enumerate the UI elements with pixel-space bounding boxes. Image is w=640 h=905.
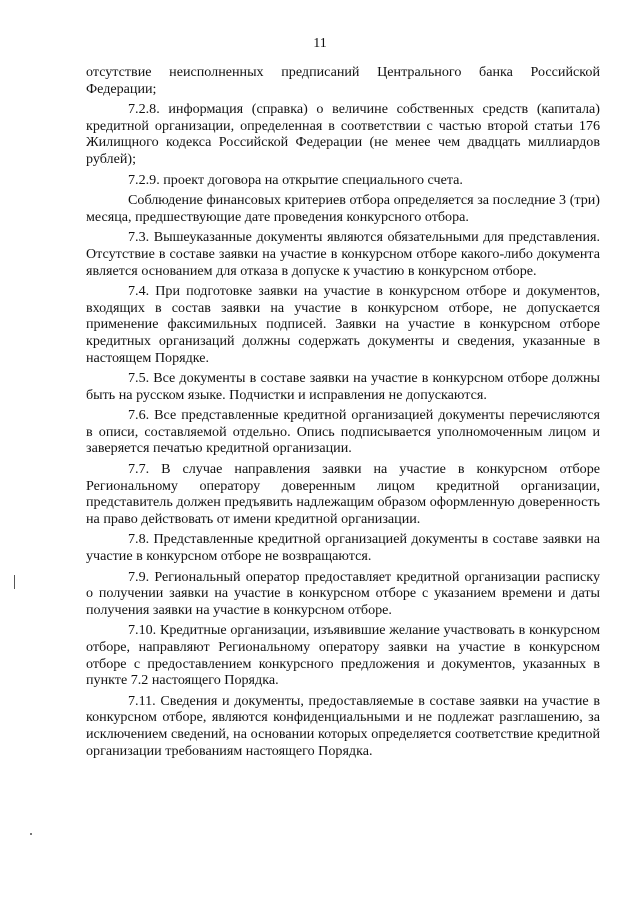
paragraph-7-9: 7.9. Региональный оператор предоставляет кредитной организации расписку о получении заявки на участие в конкурсном отборе с указанием времени и даты получения заявки на участие в конкурсном отборе. — [86, 568, 600, 618]
paragraph-7-11: 7.11. Сведения и документы, предоставляемые в составе заявки на участие в конкурсном отборе, являются конфиденциальными и не подлежат разглашению, за исключением сведений, на основании которых определяется соответствие кредитной организации требованиям настоящего Порядка. — [86, 692, 600, 759]
page-number: 11 — [313, 36, 327, 51]
paragraph-7-3: 7.3. Вышеуказанные документы являются обязательными для представления. Отсутствие в составе заявки на участие в конкурсном отборе какого-либо документа является основанием для отказа в допуске к участию в конкурсном отборе. — [86, 229, 600, 279]
paragraph-7-2-7-continuation: отсутствие неисполненных предписаний Центрального банка Российской Федерации; — [86, 64, 600, 97]
scan-margin-mark — [14, 575, 15, 589]
scan-speck — [30, 833, 32, 835]
paragraph-financial-criteria: Соблюдение финансовых критериев отбора определяется за последние 3 (три) месяца, предшествующие дате проведения конкурсного отбора. — [86, 192, 600, 225]
paragraph-7-2-9: 7.2.9. проект договора на открытие специального счета. — [128, 171, 463, 188]
paragraph-7-7: 7.7. В случае направления заявки на участие в конкурсном отборе Региональному оператору доверенным лицом кредитной организации, представитель должен предъявить надлежащим образом оформленную доверенность на право действовать от имени кредитной организации. — [86, 461, 600, 527]
document-body — [86, 64, 600, 763]
paragraph-7-4: 7.4. При подготовке заявки на участие в конкурсном отборе и документов, входящих в состав заявки на участие в конкурсном отборе, не допускается применение факсимильных подписей. Заявки на участие в конкурсном отборе кредитных организаций должны содержать документы и сведения, указанные в настоящем Порядке. — [86, 283, 600, 366]
paragraph-7-5: 7.5. Все документы в составе заявки на участие в конкурсном отборе должны быть на русском языке. Подчистки и исправления не допускаются. — [86, 370, 600, 403]
paragraph-7-8: 7.8. Представленные кредитной организацией документы в составе заявки на участие в конкурсном отборе не возвращаются. — [86, 531, 600, 565]
paragraph-7-2-8: 7.2.8. информация (справка) о величине собственных средств (капитала) кредитной организации, определенная в соответствии с частью второй статьи 176 Жилищного кодекса Российской Федерации (не менее чем двадцать миллиардов рублей); — [86, 101, 600, 167]
paragraph-7-10: 7.10. Кредитные организации, изъявившие желание участвовать в конкурсном отборе, направляют Региональному оператору заявки на участие в конкурсном отборе с предоставлением конкурсного предложения и документов, указанных в пункте 7.2 настоящего Порядка. — [86, 622, 600, 689]
paragraph-7-6: 7.6. Все представленные кредитной организацией документы перечисляются в описи, составляемой отдельно. Опись подписывается уполномоченным лицом и заверяется печатью кредитной организации. — [86, 407, 600, 457]
